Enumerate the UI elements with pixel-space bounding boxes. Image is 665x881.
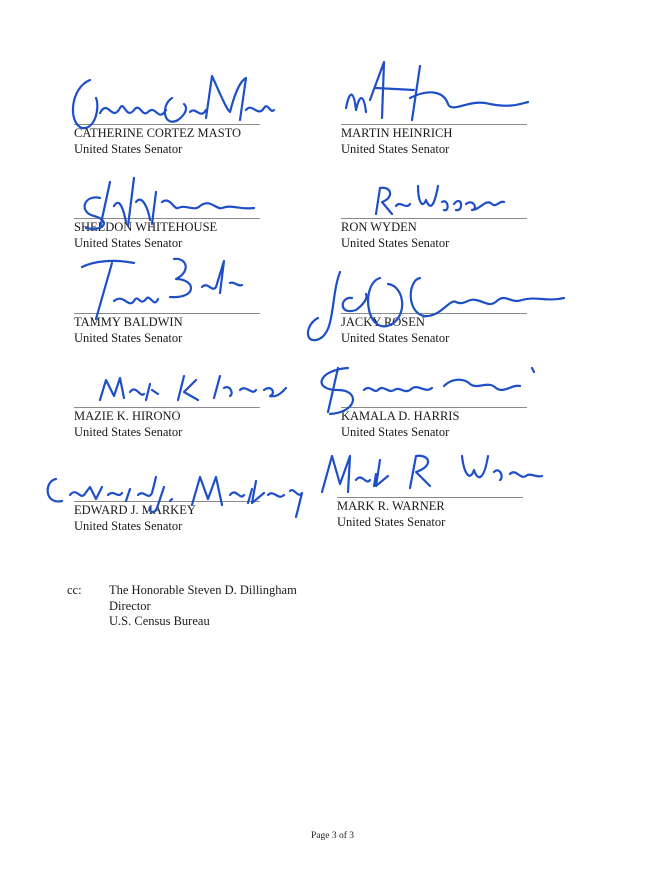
- cc-line-2: Director: [109, 598, 151, 613]
- signatory-name: SHELDON WHITEHOUSE: [74, 220, 218, 234]
- signatory-title: United States Senator: [341, 142, 450, 156]
- cc-label: cc:: [67, 583, 82, 597]
- signatory-name: CATHERINE CORTEZ MASTO: [74, 126, 242, 140]
- cc-line-1: The Honorable Steven D. Dillingham: [109, 583, 297, 597]
- signature-line: [74, 407, 260, 408]
- cc-line-3: U.S. Census Bureau: [109, 614, 210, 628]
- signatory-title: United States Senator: [74, 425, 183, 439]
- signature-line: [341, 407, 527, 408]
- signature-line: [341, 218, 527, 219]
- page-number: Page 3 of 3: [310, 831, 354, 841]
- signature-heinrich-image: [340, 58, 535, 130]
- signature-line: [74, 501, 260, 502]
- signatory-title: United States Senator: [74, 236, 183, 250]
- signature-line: [341, 124, 527, 125]
- signatory-title: United States Senator: [341, 425, 450, 439]
- cc-recipient: [109, 583, 297, 630]
- signature-line: [74, 124, 260, 125]
- signatory-title: United States Senator: [74, 519, 183, 533]
- signature-line: [74, 313, 260, 314]
- signatory-title: United States Senator: [337, 515, 446, 529]
- signatory-title: United States Senator: [74, 142, 183, 156]
- signatory-name: MARK R. WARNER: [337, 499, 445, 513]
- signature-line: [74, 218, 260, 219]
- signatory-name: RON WYDEN: [341, 220, 417, 234]
- signatory-name: KAMALA D. HARRIS: [341, 409, 460, 423]
- signatory-name: MAZIE K. HIRONO: [74, 409, 181, 423]
- signatory-title: United States Senator: [341, 236, 450, 250]
- signature-warner-image: [312, 448, 552, 502]
- signatory-name: MARTIN HEINRICH: [341, 126, 453, 140]
- signatory-name: EDWARD J. MARKEY: [74, 503, 196, 517]
- signature-line: [341, 313, 527, 314]
- signatory-name: TAMMY BALDWIN: [74, 315, 183, 329]
- signatory-title: United States Senator: [341, 331, 450, 345]
- signatory-name: JACKY ROSEN: [341, 315, 425, 329]
- signature-line: [337, 497, 523, 498]
- signatory-title: United States Senator: [74, 331, 183, 345]
